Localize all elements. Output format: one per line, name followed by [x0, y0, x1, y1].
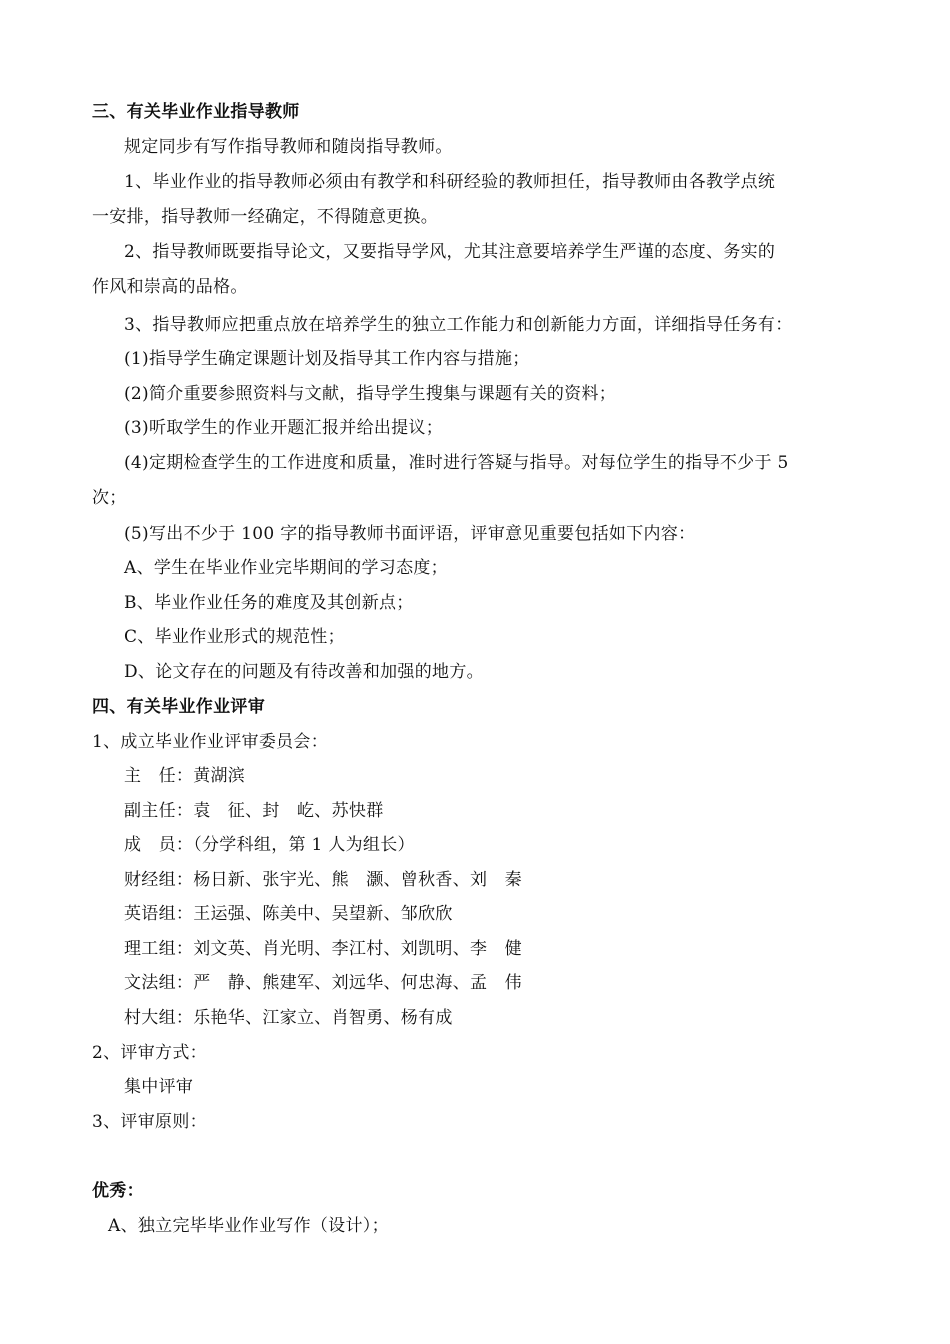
excellent-criterion-a: A、独立完毕毕业作业写作（设计）； — [108, 1216, 389, 1236]
task-1: (1)指导学生确定课题计划及指导其工作内容与措施； — [124, 349, 530, 369]
section-3-heading: 三、有关毕业作业指导教师 — [92, 102, 300, 122]
committee-director: 主 任：黄湖滨 — [124, 766, 246, 786]
list-item-c: C、毕业作业形式的规范性； — [124, 627, 345, 647]
task-5: (5)写出不少于 100 字的指导教师书面评语，评审意见重要包括如下内容： — [124, 524, 696, 544]
group-english: 英语组：王运强、陈美中、吴望新、邹欣欣 — [124, 904, 453, 924]
section-4-item-1: 1、成立毕业作业评审委员会： — [92, 732, 329, 752]
committee-vice-director: 副主任：袁 征、封 屹、苏快群 — [124, 801, 384, 821]
group-law: 文法组：严 静、熊建军、刘远华、何忠海、孟 伟 — [124, 973, 522, 993]
group-finance: 财经组：杨日新、张宇光、熊 灏、曾秋香、刘 秦 — [124, 870, 522, 890]
list-item-d: D、论文存在的问题及有待改善和加强的地方。 — [124, 662, 484, 682]
paragraph-2-line-1: 2、指导教师既要指导论文，又要指导学风，尤其注意要培养学生严谨的态度、务实的 — [124, 242, 776, 262]
committee-members: 成 员：（分学科组，第 1 人为组长） — [124, 835, 415, 855]
section-4-heading: 四、有关毕业作业评审 — [92, 697, 265, 717]
list-item-a: A、学生在毕业作业完毕期间的学习态度； — [124, 558, 448, 578]
excellent-heading: 优秀： — [92, 1181, 144, 1201]
paragraph-1-line-2: 一安排，指导教师一经确定，不得随意更换。 — [92, 207, 438, 227]
list-item-b: B、毕业作业任务的难度及其创新点； — [124, 593, 414, 613]
group-village: 村大组：乐艳华、江家立、肖智勇、杨有成 — [124, 1008, 453, 1028]
section-4-item-3: 3、评审原则： — [92, 1112, 207, 1132]
review-method: 集中评审 — [124, 1077, 194, 1097]
paragraph-1-line-1: 1、毕业作业的指导教师必须由有教学和科研经验的教师担任，指导教师由各教学点统 — [124, 172, 776, 192]
paragraph-2-line-2: 作风和崇高的品格。 — [92, 277, 248, 297]
task-3: (3)听取学生的作业开题汇报并给出提议； — [124, 418, 444, 438]
task-4-line-2: 次； — [92, 488, 127, 508]
paragraph-3: 3、指导教师应把重点放在培养学生的独立工作能力和创新能力方面，详细指导任务有： — [124, 315, 793, 335]
section-3-intro: 规定同步有写作指导教师和随岗指导教师。 — [124, 137, 453, 157]
group-science: 理工组：刘文英、肖光明、李江村、刘凯明、李 健 — [124, 939, 522, 959]
task-2: (2)简介重要参照资料与文献，指导学生搜集与课题有关的资料； — [124, 384, 617, 404]
section-4-item-2: 2、评审方式： — [92, 1043, 207, 1063]
task-4-line-1: (4)定期检查学生的工作进度和质量，准时进行答疑与指导。对每位学生的指导不少于 5 — [124, 453, 789, 473]
